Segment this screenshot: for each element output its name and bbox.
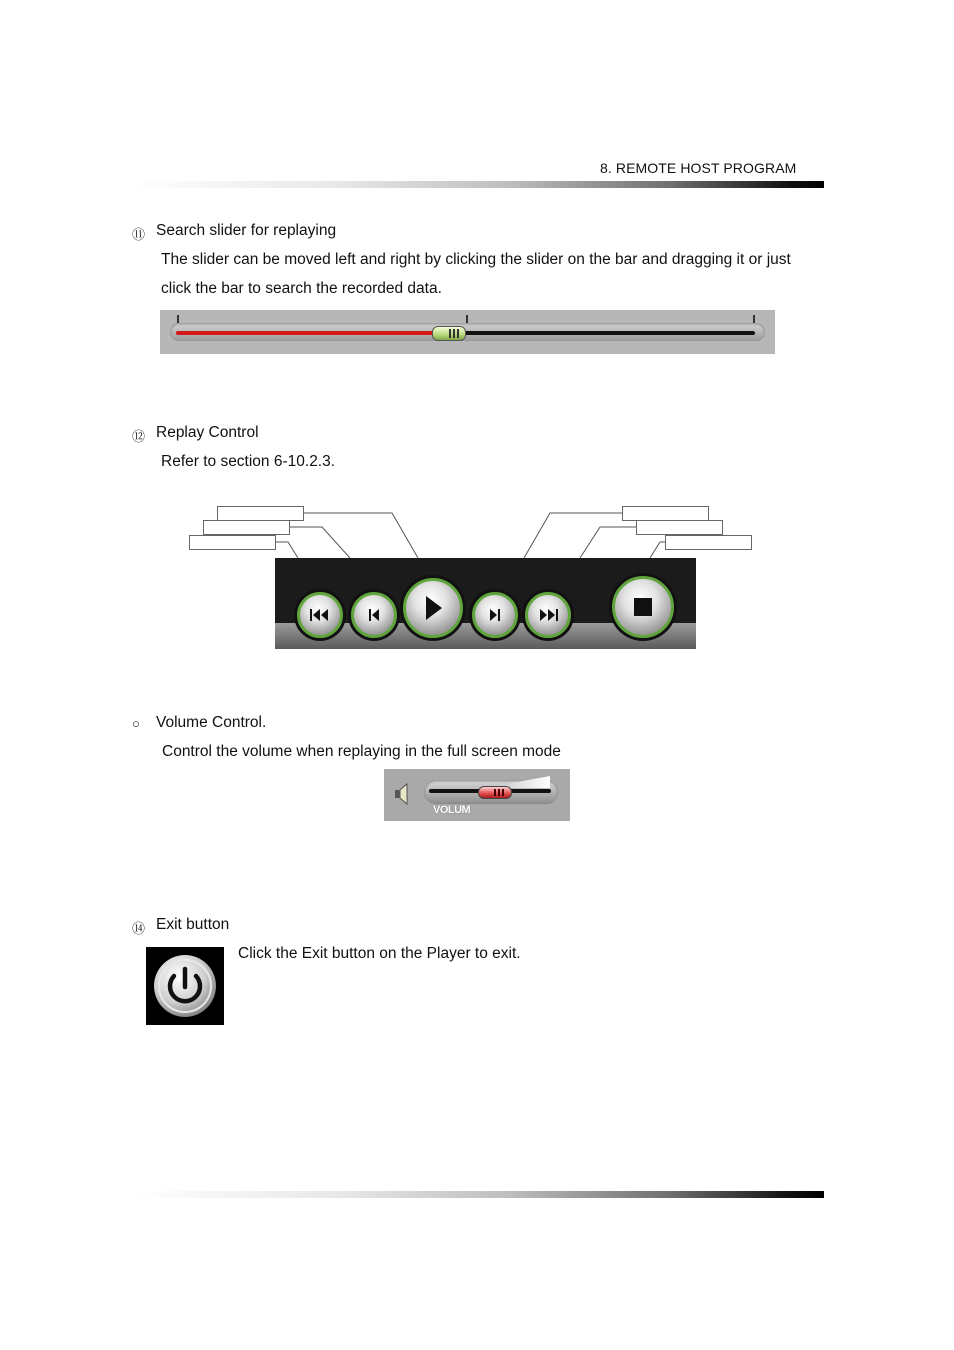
section-body-line: click the bar to search the recorded data. [161,280,442,297]
section-heading: Replay Control [156,424,259,441]
search-slider-image [160,310,775,354]
slider-played-bar [176,331,452,335]
speaker-icon [394,782,410,806]
header-rule [130,181,824,188]
section-number-14: ⑭ [132,921,146,936]
section-body-line: The slider can be moved left and right by clicking the slider on the bar and dragging it or just [161,251,791,268]
footer-rule [130,1191,824,1198]
fast-rewind-icon [297,592,343,638]
step-forward-icon [472,592,518,638]
section-body: Click the Exit button on the Player to exit. [238,945,521,962]
step-back-icon [351,592,397,638]
power-icon [146,947,224,1025]
page-header-title: 8. REMOTE HOST PROGRAM [600,160,797,176]
callout-box [217,506,304,521]
section-heading: Volume Control. [156,714,267,731]
section-bullet: ○ [132,716,140,731]
callout-box [189,535,276,550]
callout-box [636,520,723,535]
volume-label: VOLUM [433,804,471,816]
callout-box [203,520,290,535]
slider-tick [753,315,755,323]
fast-forward-icon [525,592,571,638]
slider-thumb [432,326,466,341]
section-number-11: ⑪ [132,227,146,242]
section-body: Control the volume when replaying in the full screen mode [162,743,561,760]
volume-control-image [384,769,570,821]
stop-icon [612,576,674,638]
exit-button-image [146,947,224,1025]
section-body: Refer to section 6-10.2.3. [161,453,336,470]
section-number-12: ⑫ [132,429,146,444]
play-icon [403,578,463,638]
callout-box [665,535,752,550]
slider-tick [177,315,179,323]
replay-control-image [275,558,696,649]
section-heading: Exit button [156,916,230,933]
volume-thumb [478,786,512,799]
slider-remaining-bar [450,331,755,335]
callout-box [622,506,709,521]
section-heading: Search slider for replaying [156,222,337,239]
slider-tick [466,315,468,323]
